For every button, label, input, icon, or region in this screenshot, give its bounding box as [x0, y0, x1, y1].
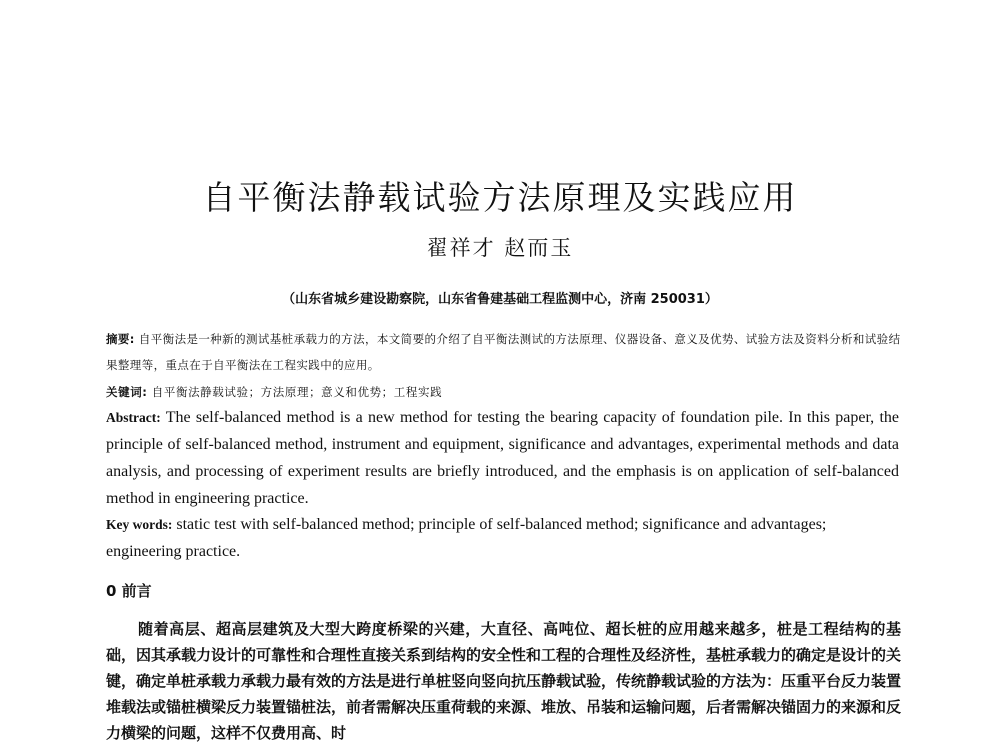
body-paragraph: 随着高层、超高层建筑及大型大跨度桥梁的兴建，大直径、高吨位、超长桩的应用越来越多，桩是工程结构的基础，因其承载力设计的可靠性和合理性直接关系到结构的安全性和工程的合理性及经济性，基桩承载力的确定是设计的关键，确定单桩承载力承载力最有效的方法是进行单桩竖向竖向抗压静载试验，传统静载试验的方法为：压重平台反力装置堆载法或锚桩横梁反力装置锚桩法，前者需解决压重荷载的来源、堆放、吊装和运输问题，后者需解决锚固力的来源和反力横梁的问题，这样不仅费用高、时: [106, 620, 902, 742]
cn-keywords: [106, 379, 906, 405]
cn-abstract: [106, 326, 906, 378]
section-heading: 0 前言: [106, 582, 152, 600]
en-abstract: [106, 404, 899, 512]
cn-abstract-label: 摘要:: [106, 332, 135, 346]
authors: 翟祥才 赵而玉: [426, 236, 574, 260]
en-keywords: [106, 511, 899, 565]
en-keywords-text: static test with self-balanced method; principle of self-balanced method; significance and advantages; engineering practice.: [106, 516, 827, 560]
cn-abstract-text: 自平衡法是一种新的测试基桩承载力的方法，本文简要的介绍了自平衡法测试的方法原理、仪器设备、意义及优势、试验方法及资料分析和试验结果整理等，重点在于自平衡法在工程实践中的应用。: [106, 332, 901, 372]
affiliation: （山东省城乡建设勘察院，山东省鲁建基础工程监测中心，济南 250031）: [282, 292, 718, 307]
cn-keywords-label: 关键词:: [106, 385, 148, 399]
en-abstract-label: Abstract:: [106, 410, 161, 425]
cn-keywords-text: 自平衡法静载试验；方法原理；意义和优势；工程实践: [151, 385, 443, 399]
page-title: 自平衡法静载试验方法原理及实践应用: [202, 178, 798, 218]
en-abstract-text: The self-balanced method is a new method for testing the bearing capacity of foundation pile. In this paper, the principle of self-balanced method, instrument and equipment, significance and advantages, experimental methods and data analysis, and processing of experiment results are briefly introduced, and the emphasis is on application of self-balanced method in engineering practice.: [106, 409, 900, 507]
en-keywords-label: Key words:: [106, 517, 173, 532]
